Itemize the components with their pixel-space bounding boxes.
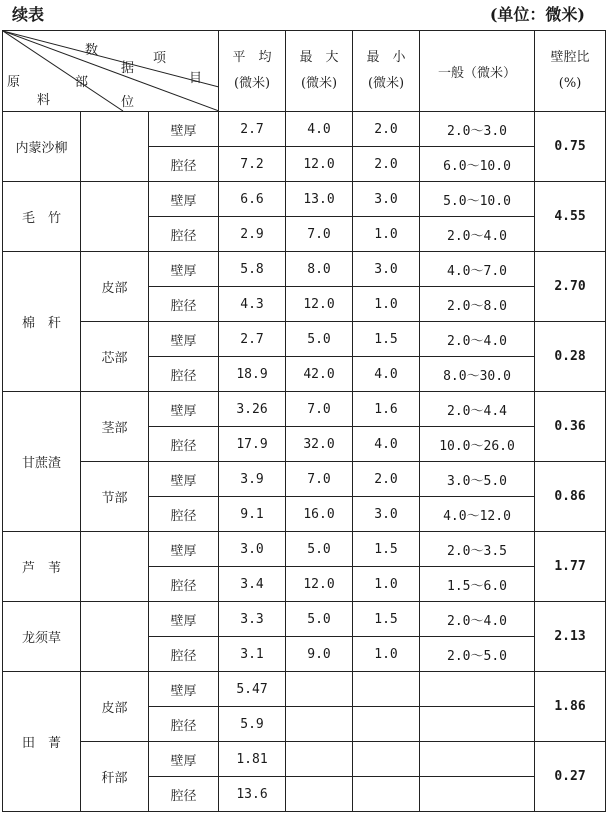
- avg-cell: 2.7: [219, 112, 286, 147]
- part-cell: 芯部: [81, 322, 149, 392]
- material-cell: 田 菁: [3, 672, 81, 812]
- corner-label-4: 位: [121, 95, 135, 110]
- avg-cell: 2.7: [219, 322, 286, 357]
- table-row: [3, 322, 606, 357]
- min-cell: [353, 672, 420, 707]
- ratio-cell: 0.28: [535, 322, 606, 392]
- min-cell: 2.0: [353, 147, 420, 182]
- max-cell: 9.0: [286, 637, 353, 672]
- header-min-line2: (微米): [367, 76, 405, 91]
- table-row: [3, 462, 606, 497]
- max-cell: 12.0: [286, 567, 353, 602]
- part-cell: [81, 112, 149, 182]
- item-cell: 壁厚: [149, 182, 219, 217]
- min-cell: 4.0: [353, 357, 420, 392]
- general-cell: [420, 707, 535, 742]
- part-cell: [81, 182, 149, 252]
- fiber-dimension-table: [2, 30, 606, 812]
- item-cell: 壁厚: [149, 112, 219, 147]
- max-cell: 5.0: [286, 322, 353, 357]
- min-cell: 2.0: [353, 112, 420, 147]
- part-cell: 皮部: [81, 252, 149, 322]
- table-row: [3, 602, 606, 637]
- max-cell: [286, 672, 353, 707]
- corner-label-6: 目: [189, 71, 203, 86]
- avg-cell: 3.1: [219, 637, 286, 672]
- part-cell: 茎部: [81, 392, 149, 462]
- general-cell: 2.0～3.5: [420, 532, 535, 567]
- material-cell: 毛 竹: [3, 182, 81, 252]
- min-cell: 4.0: [353, 427, 420, 462]
- ratio-cell: 0.36: [535, 392, 606, 462]
- header-general: 一般（微米）: [420, 31, 535, 112]
- general-cell: 2.0～4.4: [420, 392, 535, 427]
- item-cell: 壁厚: [149, 462, 219, 497]
- part-cell: [81, 602, 149, 672]
- general-cell: 8.0～30.0: [420, 357, 535, 392]
- min-cell: 1.6: [353, 392, 420, 427]
- header-ratio-line1: 壁腔比: [550, 50, 590, 65]
- general-cell: [420, 777, 535, 812]
- avg-cell: 3.9: [219, 462, 286, 497]
- corner-label-7: 原: [7, 75, 21, 90]
- avg-cell: 3.3: [219, 602, 286, 637]
- header-min: [353, 31, 420, 112]
- avg-cell: 7.2: [219, 147, 286, 182]
- avg-cell: 5.8: [219, 252, 286, 287]
- item-cell: 腔径: [149, 637, 219, 672]
- max-cell: [286, 742, 353, 777]
- general-cell: 2.0～4.0: [420, 602, 535, 637]
- max-cell: 12.0: [286, 287, 353, 322]
- general-cell: 2.0～4.0: [420, 322, 535, 357]
- table-row: [3, 672, 606, 707]
- item-cell: 腔径: [149, 287, 219, 322]
- item-cell: 壁厚: [149, 672, 219, 707]
- material-cell: 龙须草: [3, 602, 81, 672]
- item-cell: 腔径: [149, 427, 219, 462]
- item-cell: 腔径: [149, 147, 219, 182]
- general-cell: 2.0～8.0: [420, 287, 535, 322]
- header-avg-line1: 平 均: [232, 50, 272, 65]
- max-cell: [286, 707, 353, 742]
- general-cell: 3.0～5.0: [420, 462, 535, 497]
- avg-cell: 3.4: [219, 567, 286, 602]
- avg-cell: 2.9: [219, 217, 286, 252]
- max-cell: 12.0: [286, 147, 353, 182]
- ratio-cell: 0.27: [535, 742, 606, 812]
- min-cell: 3.0: [353, 497, 420, 532]
- min-cell: 1.0: [353, 217, 420, 252]
- min-cell: [353, 742, 420, 777]
- item-cell: 腔径: [149, 707, 219, 742]
- general-cell: 1.5～6.0: [420, 567, 535, 602]
- avg-cell: 3.26: [219, 392, 286, 427]
- general-cell: [420, 742, 535, 777]
- corner-header: [3, 31, 219, 112]
- max-cell: 7.0: [286, 462, 353, 497]
- general-cell: 4.0～7.0: [420, 252, 535, 287]
- min-cell: 1.5: [353, 602, 420, 637]
- max-cell: 13.0: [286, 182, 353, 217]
- min-cell: 3.0: [353, 182, 420, 217]
- corner-label-2: 据: [121, 61, 135, 76]
- avg-cell: 4.3: [219, 287, 286, 322]
- header-avg: [219, 31, 286, 112]
- general-cell: [420, 672, 535, 707]
- item-cell: 壁厚: [149, 392, 219, 427]
- item-cell: 腔径: [149, 357, 219, 392]
- table-title: 续表: [12, 5, 45, 24]
- ratio-cell: 4.55: [535, 182, 606, 252]
- item-cell: 壁厚: [149, 322, 219, 357]
- min-cell: 1.0: [353, 567, 420, 602]
- min-cell: 2.0: [353, 462, 420, 497]
- material-cell: 甘蔗渣: [3, 392, 81, 532]
- ratio-cell: 1.86: [535, 672, 606, 742]
- general-cell: 10.0～26.0: [420, 427, 535, 462]
- header-max-line1: 最 大: [299, 50, 339, 65]
- max-cell: 16.0: [286, 497, 353, 532]
- header-row: [3, 31, 606, 112]
- item-cell: 壁厚: [149, 532, 219, 567]
- material-cell: 芦 苇: [3, 532, 81, 602]
- max-cell: 5.0: [286, 602, 353, 637]
- min-cell: [353, 777, 420, 812]
- max-cell: 7.0: [286, 217, 353, 252]
- ratio-cell: 1.77: [535, 532, 606, 602]
- header-min-line1: 最 小: [366, 50, 406, 65]
- avg-cell: 18.9: [219, 357, 286, 392]
- max-cell: 4.0: [286, 112, 353, 147]
- ratio-cell: 0.75: [535, 112, 606, 182]
- part-cell: 秆部: [81, 742, 149, 812]
- header-avg-line2: (微米): [233, 76, 271, 91]
- min-cell: 1.5: [353, 322, 420, 357]
- min-cell: 1.0: [353, 637, 420, 672]
- header-max: [286, 31, 353, 112]
- max-cell: 42.0: [286, 357, 353, 392]
- max-cell: 32.0: [286, 427, 353, 462]
- item-cell: 壁厚: [149, 602, 219, 637]
- table-row: [3, 392, 606, 427]
- table-row: [3, 742, 606, 777]
- table-row: [3, 252, 606, 287]
- max-cell: 7.0: [286, 392, 353, 427]
- item-cell: 腔径: [149, 567, 219, 602]
- avg-cell: 3.0: [219, 532, 286, 567]
- unit-label: (单位：微米): [489, 5, 585, 24]
- max-cell: 8.0: [286, 252, 353, 287]
- corner-label-5: 项: [153, 51, 167, 66]
- general-cell: 4.0～12.0: [420, 497, 535, 532]
- table-row: [3, 532, 606, 567]
- header-ratio: [535, 31, 606, 112]
- header-ratio-line2: (%): [558, 76, 582, 91]
- table-row: [3, 112, 606, 147]
- max-cell: 5.0: [286, 532, 353, 567]
- max-cell: [286, 777, 353, 812]
- item-cell: 腔径: [149, 217, 219, 252]
- min-cell: [353, 707, 420, 742]
- avg-cell: 13.6: [219, 777, 286, 812]
- avg-cell: 6.6: [219, 182, 286, 217]
- avg-cell: 17.9: [219, 427, 286, 462]
- general-cell: 5.0～10.0: [420, 182, 535, 217]
- part-cell: 节部: [81, 462, 149, 532]
- avg-cell: 9.1: [219, 497, 286, 532]
- part-cell: 皮部: [81, 672, 149, 742]
- material-cell: 内蒙沙柳: [3, 112, 81, 182]
- ratio-cell: 2.70: [535, 252, 606, 322]
- item-cell: 腔径: [149, 777, 219, 812]
- min-cell: 3.0: [353, 252, 420, 287]
- avg-cell: 5.9: [219, 707, 286, 742]
- min-cell: 1.5: [353, 532, 420, 567]
- item-cell: 壁厚: [149, 742, 219, 777]
- header-max-line2: (微米): [300, 76, 338, 91]
- item-cell: 壁厚: [149, 252, 219, 287]
- general-cell: 2.0～5.0: [420, 637, 535, 672]
- corner-label-1: 数: [85, 43, 99, 58]
- ratio-cell: 0.86: [535, 462, 606, 532]
- corner-label-8: 料: [37, 93, 51, 108]
- corner-diagonal-lines: [3, 31, 219, 111]
- avg-cell: 1.81: [219, 742, 286, 777]
- item-cell: 腔径: [149, 497, 219, 532]
- min-cell: 1.0: [353, 287, 420, 322]
- avg-cell: 5.47: [219, 672, 286, 707]
- corner-label-3: 部: [75, 75, 89, 90]
- general-cell: 2.0～4.0: [420, 217, 535, 252]
- general-cell: 6.0～10.0: [420, 147, 535, 182]
- part-cell: [81, 532, 149, 602]
- table-row: [3, 182, 606, 217]
- ratio-cell: 2.13: [535, 602, 606, 672]
- general-cell: 2.0～3.0: [420, 112, 535, 147]
- material-cell: 棉 秆: [3, 252, 81, 392]
